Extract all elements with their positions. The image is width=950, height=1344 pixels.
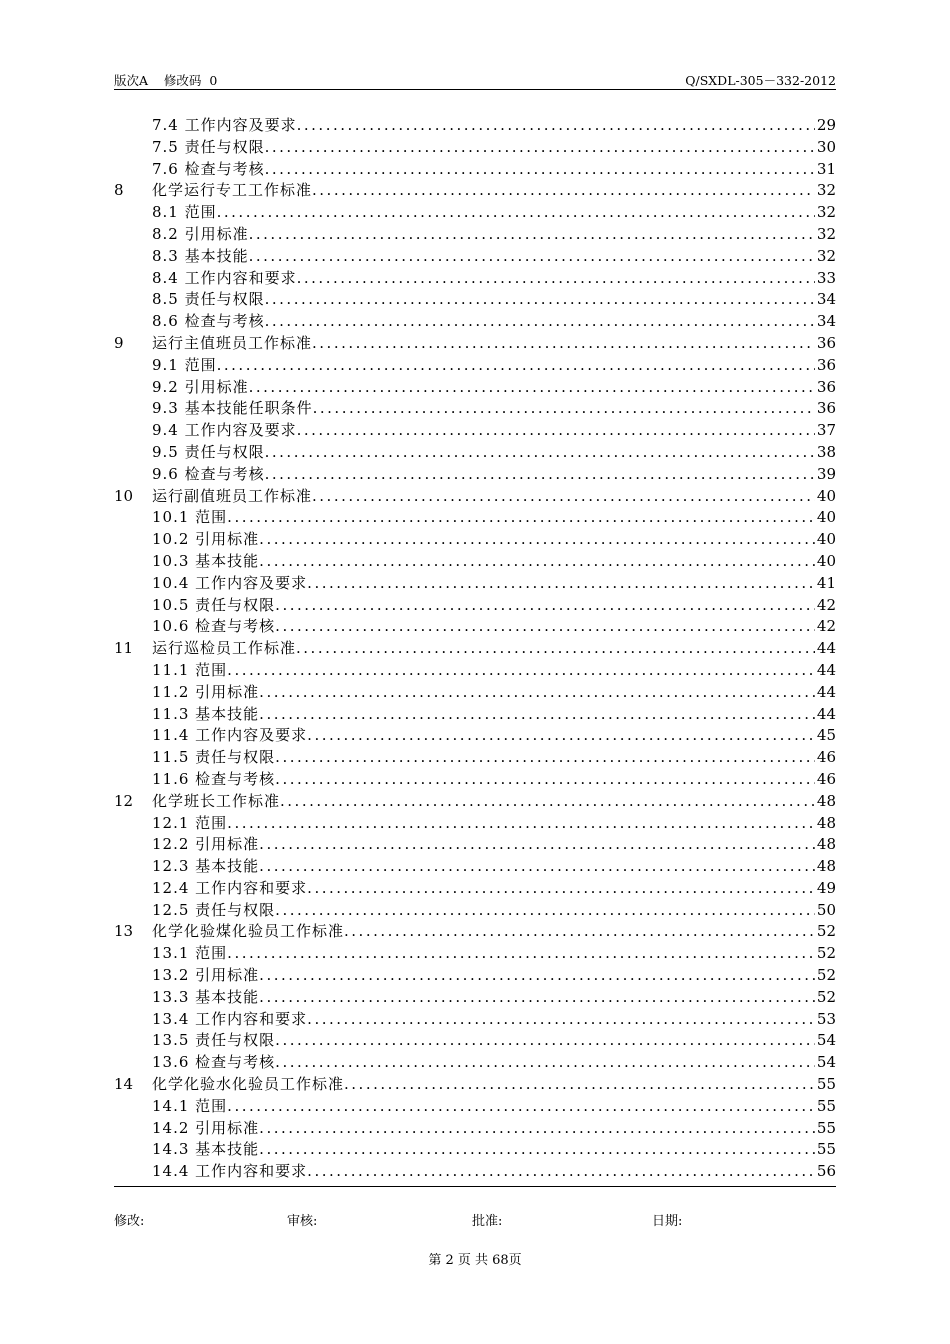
toc-entry[interactable]: [114, 1052, 836, 1074]
toc-leader-dots: [275, 747, 815, 769]
toc-title: 11.3 基本技能: [152, 704, 260, 723]
toc-chapter-number: 10: [114, 486, 134, 505]
toc-page-number: 52: [816, 987, 836, 1006]
revise-label: 修改:: [114, 1214, 145, 1229]
toc-entry[interactable]: [114, 551, 836, 573]
toc-title: 14.1 范围: [152, 1096, 228, 1115]
toc-entry-line: [152, 442, 836, 464]
toc-leader-dots: [259, 965, 815, 987]
toc-page-number: 48: [816, 791, 836, 810]
toc-title: 10.6 检查与考核: [152, 617, 276, 636]
toc-leader-dots: [307, 725, 815, 747]
toc-entry-line: [152, 398, 836, 420]
toc-title: 9.6 检查与考核: [152, 464, 265, 483]
toc-page-number: 39: [816, 464, 836, 483]
toc-page-number: 32: [816, 181, 836, 200]
toc-entry[interactable]: [114, 725, 836, 747]
toc-leader-dots: [265, 464, 815, 486]
toc-page-number: 32: [816, 203, 836, 222]
toc-leader-dots: [259, 1118, 815, 1140]
toc-leader-dots: [275, 616, 815, 638]
toc-chapter-number: 14: [114, 1075, 134, 1094]
toc-page-number: 55: [816, 1118, 836, 1137]
toc-entry[interactable]: [114, 769, 836, 791]
toc-chapter-number: 12: [114, 791, 134, 810]
toc-title: 8.6 检查与考核: [152, 312, 265, 331]
toc-leader-dots: [259, 834, 815, 856]
toc-page-number: 48: [816, 813, 836, 832]
toc-entry[interactable]: [114, 921, 836, 943]
document-code: Q/SXDL-305－332-2012: [685, 73, 836, 88]
toc-entry-line: [152, 180, 836, 202]
toc-entry-line: [152, 202, 836, 224]
toc-entry[interactable]: [114, 987, 836, 1009]
toc-entry[interactable]: [114, 398, 836, 420]
toc-title: 10.2 引用标准: [152, 530, 260, 549]
toc-page-number: 29: [816, 116, 836, 134]
toc-entry[interactable]: [114, 813, 836, 835]
toc-leader-dots: [280, 791, 815, 813]
toc-page-number: 36: [816, 377, 836, 396]
toc-entry[interactable]: [114, 660, 836, 682]
toc-entry[interactable]: [114, 507, 836, 529]
toc-entry-line: [152, 943, 836, 965]
toc-title: 12.4 工作内容和要求: [152, 878, 308, 897]
toc-entry[interactable]: [114, 442, 836, 464]
toc-leader-dots: [265, 159, 815, 181]
toc-title: 化学化验煤化验员工作标准: [152, 922, 345, 941]
toc-title: 9.4 工作内容及要求: [152, 421, 297, 440]
footer-divider: [114, 1186, 836, 1187]
toc-leader-dots: [275, 769, 815, 791]
toc-entry[interactable]: [114, 355, 836, 377]
toc-leader-dots: [307, 1161, 815, 1183]
toc-leader-dots: [227, 943, 815, 965]
toc-title: 12.3 基本技能: [152, 857, 260, 876]
toc-leader-dots: [259, 682, 815, 704]
toc-entry[interactable]: [114, 159, 836, 181]
toc-title: 12.5 责任与权限: [152, 900, 276, 919]
toc-title: 化学运行专工工作标准: [152, 181, 313, 200]
toc-entry-line: [152, 878, 836, 900]
toc-page-number: 37: [816, 421, 836, 440]
edition-revision-label: 版次A 修改码 0: [114, 73, 218, 88]
toc-entry-line: [152, 268, 836, 290]
toc-entry-line: [152, 246, 836, 268]
toc-title: 运行巡检员工作标准: [152, 639, 297, 658]
toc-page-number: 50: [816, 900, 836, 919]
toc-entry[interactable]: [114, 638, 836, 660]
toc-entry[interactable]: [114, 1096, 836, 1118]
toc-entry-line: [152, 1118, 836, 1140]
toc-leader-dots: [259, 1139, 815, 1161]
toc-entry[interactable]: [114, 900, 836, 922]
toc-entry[interactable]: [114, 224, 836, 246]
toc-page-number: 54: [816, 1053, 836, 1072]
toc-page-number: 34: [816, 312, 836, 331]
toc-entry-line: [152, 1052, 836, 1074]
toc-title: 10.3 基本技能: [152, 551, 260, 570]
toc-entry-line: [152, 921, 836, 943]
toc-leader-dots: [265, 289, 815, 311]
toc-entry-line: [152, 355, 836, 377]
toc-entry[interactable]: [114, 289, 836, 311]
toc-entry[interactable]: [114, 943, 836, 965]
toc-entry-line: [152, 333, 836, 355]
toc-title: 11.5 责任与权限: [152, 748, 276, 767]
toc-leader-dots: [275, 595, 815, 617]
toc-leader-dots: [344, 921, 815, 943]
toc-leader-dots: [259, 704, 815, 726]
toc-entry[interactable]: [114, 1139, 836, 1161]
toc-entry-line: [152, 573, 836, 595]
toc-page-number: 36: [816, 355, 836, 374]
toc-page-number: 32: [816, 246, 836, 265]
toc-title: 7.5 责任与权限: [152, 137, 265, 156]
toc-entry-line: [152, 159, 836, 181]
toc-entry-line: [152, 616, 836, 638]
toc-entry-line: [152, 137, 836, 159]
toc-page-number: 55: [816, 1096, 836, 1115]
toc-entry-line: [152, 595, 836, 617]
toc-entry[interactable]: [114, 137, 836, 159]
toc-entry-line: [152, 660, 836, 682]
toc-entry[interactable]: [114, 202, 836, 224]
toc-title: 12.1 范围: [152, 813, 228, 832]
toc-leader-dots: [297, 115, 815, 137]
toc-entry[interactable]: [114, 464, 836, 486]
toc-leader-dots: [217, 355, 815, 377]
toc-title: 10.4 工作内容及要求: [152, 573, 308, 592]
toc-entry-line: [152, 115, 836, 137]
toc-entry-line: [152, 464, 836, 486]
toc-entry-line: [152, 1161, 836, 1183]
toc-page-number: 38: [816, 442, 836, 461]
toc-page-number: 34: [816, 290, 836, 309]
toc-entry-line: [152, 856, 836, 878]
table-of-contents: [114, 115, 836, 1183]
toc-entry-line: [152, 1074, 836, 1096]
toc-page-number: 36: [816, 399, 836, 418]
toc-title: 8.2 引用标准: [152, 224, 249, 243]
toc-page-number: 40: [816, 508, 836, 527]
toc-leader-dots: [312, 180, 815, 202]
toc-leader-dots: [312, 486, 815, 508]
date-label: 日期:: [652, 1214, 683, 1229]
toc-leader-dots: [307, 878, 815, 900]
toc-page-number: 46: [816, 748, 836, 767]
toc-title: 11.4 工作内容及要求: [152, 726, 308, 745]
toc-entry-line: [152, 747, 836, 769]
toc-page-number: 33: [816, 268, 836, 287]
toc-page-number: 55: [816, 1075, 836, 1094]
toc-leader-dots: [265, 442, 815, 464]
toc-leader-dots: [297, 268, 815, 290]
toc-entry-line: [152, 1096, 836, 1118]
toc-page-number: 41: [816, 573, 836, 592]
toc-page-number: 44: [816, 704, 836, 723]
header-divider: [114, 89, 836, 90]
toc-entry[interactable]: [114, 878, 836, 900]
toc-entry-line: [152, 834, 836, 856]
toc-entry[interactable]: [114, 377, 836, 399]
toc-entry-line: [152, 682, 836, 704]
toc-leader-dots: [313, 398, 815, 420]
toc-page-number: 52: [816, 944, 836, 963]
toc-entry-line: [152, 813, 836, 835]
toc-leader-dots: [275, 1052, 815, 1074]
toc-entry-line: [152, 551, 836, 573]
toc-entry[interactable]: [114, 747, 836, 769]
toc-leader-dots: [265, 137, 815, 159]
toc-page-number: 49: [816, 878, 836, 897]
toc-title: 13.4 工作内容和要求: [152, 1009, 308, 1028]
toc-page-number: 36: [816, 333, 836, 352]
toc-leader-dots: [259, 987, 815, 1009]
toc-chapter-number: 8: [114, 181, 124, 200]
toc-title: 9.2 引用标准: [152, 377, 249, 396]
toc-entry-line: [152, 507, 836, 529]
toc-page-number: 42: [816, 617, 836, 636]
toc-entry[interactable]: [114, 180, 836, 202]
toc-entry[interactable]: [114, 573, 836, 595]
toc-title: 11.6 检查与考核: [152, 769, 276, 788]
toc-entry-line: [152, 900, 836, 922]
toc-entry-line: [152, 791, 836, 813]
toc-leader-dots: [307, 573, 815, 595]
toc-title: 10.5 责任与权限: [152, 595, 276, 614]
toc-title: 9.5 责任与权限: [152, 442, 265, 461]
toc-entry[interactable]: [114, 856, 836, 878]
toc-entry[interactable]: [114, 704, 836, 726]
toc-leader-dots: [307, 1009, 815, 1031]
toc-entry-line: [152, 1009, 836, 1031]
toc-entry-line: [152, 1139, 836, 1161]
toc-page-number: 44: [816, 682, 836, 701]
toc-chapter-number: 11: [114, 639, 134, 658]
toc-page-number: 44: [816, 639, 836, 658]
toc-leader-dots: [297, 420, 815, 442]
toc-leader-dots: [296, 638, 815, 660]
toc-entry-line: [152, 1030, 836, 1052]
toc-page-number: 32: [816, 224, 836, 243]
toc-page-number: 53: [816, 1009, 836, 1028]
toc-title: 8.1 范围: [152, 203, 217, 222]
toc-page-number: 46: [816, 769, 836, 788]
toc-leader-dots: [259, 529, 815, 551]
toc-leader-dots: [259, 551, 815, 573]
toc-title: 13.6 检查与考核: [152, 1053, 276, 1072]
toc-entry-line: [152, 224, 836, 246]
toc-leader-dots: [249, 246, 815, 268]
toc-entry[interactable]: [114, 616, 836, 638]
toc-title: 10.1 范围: [152, 508, 228, 527]
approve-label: 批准:: [472, 1214, 503, 1229]
toc-page-number: 30: [816, 137, 836, 156]
toc-page-number: 55: [816, 1140, 836, 1159]
toc-entry-line: [152, 769, 836, 791]
toc-entry[interactable]: [114, 834, 836, 856]
toc-entry-line: [152, 704, 836, 726]
toc-page-number: 52: [816, 922, 836, 941]
toc-leader-dots: [249, 224, 815, 246]
toc-entry[interactable]: [114, 791, 836, 813]
toc-page-number: 31: [816, 159, 836, 178]
toc-leader-dots: [312, 333, 815, 355]
review-label: 审核:: [287, 1214, 318, 1229]
toc-entry[interactable]: [114, 115, 836, 137]
toc-entry[interactable]: [114, 333, 836, 355]
toc-leader-dots: [227, 1096, 815, 1118]
toc-entry-line: [152, 638, 836, 660]
toc-leader-dots: [344, 1074, 815, 1096]
toc-entry[interactable]: [114, 486, 836, 508]
toc-title: 13.3 基本技能: [152, 987, 260, 1006]
toc-title: 8.5 责任与权限: [152, 290, 265, 309]
toc-entry[interactable]: [114, 595, 836, 617]
toc-title: 7.6 检查与考核: [152, 159, 265, 178]
toc-page-number: 40: [816, 551, 836, 570]
toc-leader-dots: [265, 311, 815, 333]
toc-entry-line: [152, 725, 836, 747]
toc-leader-dots: [217, 202, 815, 224]
toc-entry[interactable]: [114, 311, 836, 333]
toc-page-number: 42: [816, 595, 836, 614]
toc-entry-line: [152, 420, 836, 442]
toc-title: 14.4 工作内容和要求: [152, 1162, 308, 1181]
toc-entry[interactable]: [114, 1074, 836, 1096]
toc-title: 11.1 范围: [152, 660, 228, 679]
page-header: [114, 71, 836, 89]
toc-title: 9.3 基本技能任职条件: [152, 399, 313, 418]
toc-leader-dots: [249, 377, 815, 399]
toc-entry[interactable]: [114, 1009, 836, 1031]
toc-entry[interactable]: [114, 965, 836, 987]
toc-entry-line: [152, 529, 836, 551]
toc-title: 14.2 引用标准: [152, 1118, 260, 1137]
toc-entry-line: [152, 311, 836, 333]
toc-title: 13.2 引用标准: [152, 966, 260, 985]
toc-entry-line: [152, 289, 836, 311]
toc-entry[interactable]: [114, 1030, 836, 1052]
toc-title: 12.2 引用标准: [152, 835, 260, 854]
toc-leader-dots: [275, 1030, 815, 1052]
toc-title: 7.4 工作内容及要求: [152, 116, 297, 134]
toc-entry-line: [152, 965, 836, 987]
toc-entry-line: [152, 486, 836, 508]
toc-entry[interactable]: [114, 682, 836, 704]
toc-title: 运行副值班员工作标准: [152, 486, 313, 505]
toc-title: 化学化验水化验员工作标准: [152, 1075, 345, 1094]
toc-title: 9.1 范围: [152, 355, 217, 374]
toc-title: 11.2 引用标准: [152, 682, 260, 701]
toc-page-number: 56: [816, 1162, 836, 1181]
toc-title: 13.1 范围: [152, 944, 228, 963]
toc-chapter-number: 13: [114, 922, 134, 941]
page-number: 第 2 页 共 68页: [428, 1253, 522, 1268]
toc-page-number: 40: [816, 486, 836, 505]
toc-leader-dots: [227, 660, 815, 682]
toc-page-number: 44: [816, 660, 836, 679]
toc-entry[interactable]: [114, 1118, 836, 1140]
toc-title: 化学班长工作标准: [152, 791, 281, 810]
toc-leader-dots: [227, 507, 815, 529]
toc-entry[interactable]: [114, 420, 836, 442]
toc-page-number: 54: [816, 1031, 836, 1050]
toc-page-number: 45: [816, 726, 836, 745]
toc-entry[interactable]: [114, 246, 836, 268]
toc-page-number: 52: [816, 966, 836, 985]
toc-title: 8.4 工作内容和要求: [152, 268, 297, 287]
toc-entry[interactable]: [114, 529, 836, 551]
toc-page-number: 40: [816, 530, 836, 549]
toc-title: 运行主值班员工作标准: [152, 333, 313, 352]
toc-entry-line: [152, 377, 836, 399]
toc-title: 8.3 基本技能: [152, 246, 249, 265]
toc-title: 13.5 责任与权限: [152, 1031, 276, 1050]
toc-leader-dots: [227, 813, 815, 835]
toc-chapter-number: 9: [114, 333, 124, 352]
toc-leader-dots: [275, 900, 815, 922]
toc-leader-dots: [259, 856, 815, 878]
toc-entry[interactable]: [114, 268, 836, 290]
toc-entry-line: [152, 987, 836, 1009]
toc-title: 14.3 基本技能: [152, 1140, 260, 1159]
toc-page-number: 48: [816, 835, 836, 854]
toc-entry[interactable]: [114, 1161, 836, 1183]
toc-page-number: 48: [816, 857, 836, 876]
